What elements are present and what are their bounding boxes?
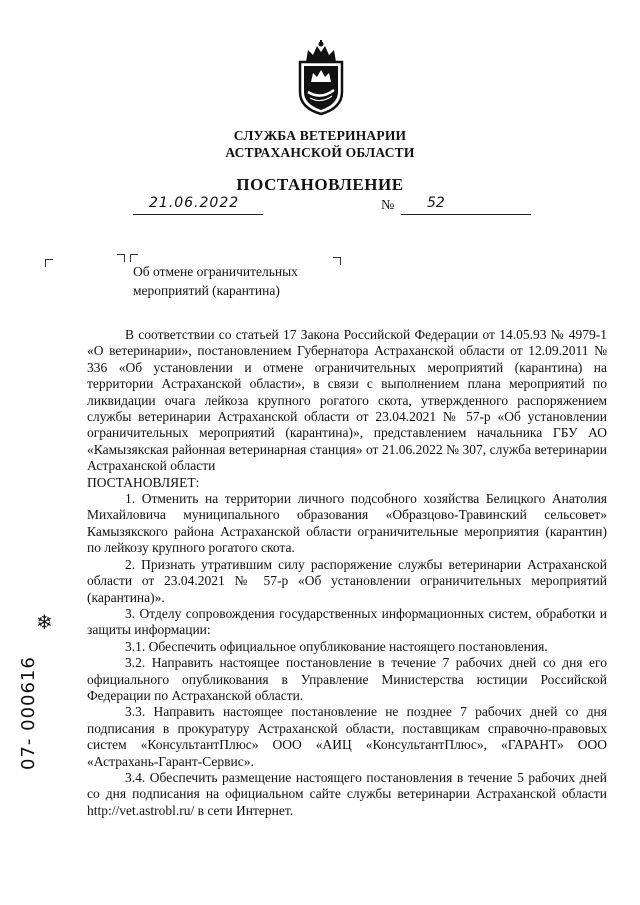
coat-of-arms-icon <box>296 40 346 116</box>
document-type: ПОСТАНОВЛЕНИЕ <box>236 175 404 194</box>
margin-mark: ❄ <box>36 612 53 634</box>
clause-3-3: 3.3. Направить настоящее постановление не позднее 7 рабочих дней со дня подписания в прокуратуру Астраханской области, поставщикам справочно-правовых систем «КонсультантПлюс» ООО «АИЦ «КонсультантПлюс», «ГАРАНТ» ООО «Астрахань-Гарант-Сервис». <box>87 704 607 769</box>
clause-3-2: 3.2. Направить настоящее постановление в течение 7 рабочих дней со дня его официального опубликования в Управление Министерства юстиции Российской Федерации по Астраханской области. <box>87 655 607 703</box>
clause-2: 2. Признать утратившим силу распоряжение службы ветеринарии Астраханской области от 23.04.2021 № 57-р «Об установлении ограничительных мероприятий (карантина)». <box>87 556 607 605</box>
clause-3-4: 3.4. Обеспечить размещение настоящего постановления в течение 5 рабочих дней со дня подписания на официальном сайте службы ветеринарии Астраханской области http://vet.astrobl.ru/ в сети Интернет. <box>87 769 607 818</box>
document-body <box>87 327 607 819</box>
number-label: № <box>381 198 395 213</box>
corner-mark <box>333 257 341 265</box>
corner-mark <box>117 254 125 262</box>
org-name-line2: АСТРАХАНСКОЙ ОБЛАСТИ <box>225 145 415 160</box>
document-date: 21.06.2022 <box>149 195 240 211</box>
corner-mark <box>130 254 138 262</box>
document-subject <box>133 262 298 300</box>
subject-line2: мероприятий (карантина) <box>133 283 280 298</box>
document-date-field <box>133 196 263 215</box>
clause-3: 3. Отделу сопровождения государственных информационных систем, обработки и защиты информации: <box>87 605 607 638</box>
clause-1: 1. Отменить на территории личного подсобного хозяйства Белицкого Анатолия Михайловича муниципального образования «Образцово-Травинский сельсовет» Камызякского района Астраханской области ограничительные мероприятия (карантин) по лейкозу крупного рогатого скота. <box>87 491 607 556</box>
org-name-line1: СЛУЖБА ВЕТЕРИНАРИИ <box>233 128 407 143</box>
document-number: 52 <box>427 195 445 211</box>
intro-paragraph: В соответствии со статьей 17 Закона Российской Федерации от 14.05.93 № 4979-1 «О ветеринарии», постановлением Губернатора Астраханской области от 12.09.2011 № 336 «Об установлении и отмене ограничительных мероприятий (карантина) на территории Астраханской области», в связи с выполнением плана мероприятий по ликвидации очага лейкоза крупного рогатого скота, утвержденного распоряжением службы ветеринарии Астраханской области от 23.04.2021 № 57-р «Об установлении ограничительных мероприятий (карантина)», представлением начальника ГБУ АО «Камызякская районная ветеринарная станция» от 21.06.2022 № 307, служба ветеринарии Астраханской области <box>87 327 607 474</box>
corner-mark <box>45 259 53 267</box>
document-number-field <box>401 196 531 215</box>
clause-3-1: 3.1. Обеспечить официальное опубликование настоящего постановления. <box>125 638 548 654</box>
margin-registration-code: 07- 000616 <box>18 656 39 770</box>
subject-line1: Об отмене ограничительных <box>133 264 298 279</box>
resolves-heading: ПОСТАНОВЛЯЕТ: <box>87 474 200 490</box>
